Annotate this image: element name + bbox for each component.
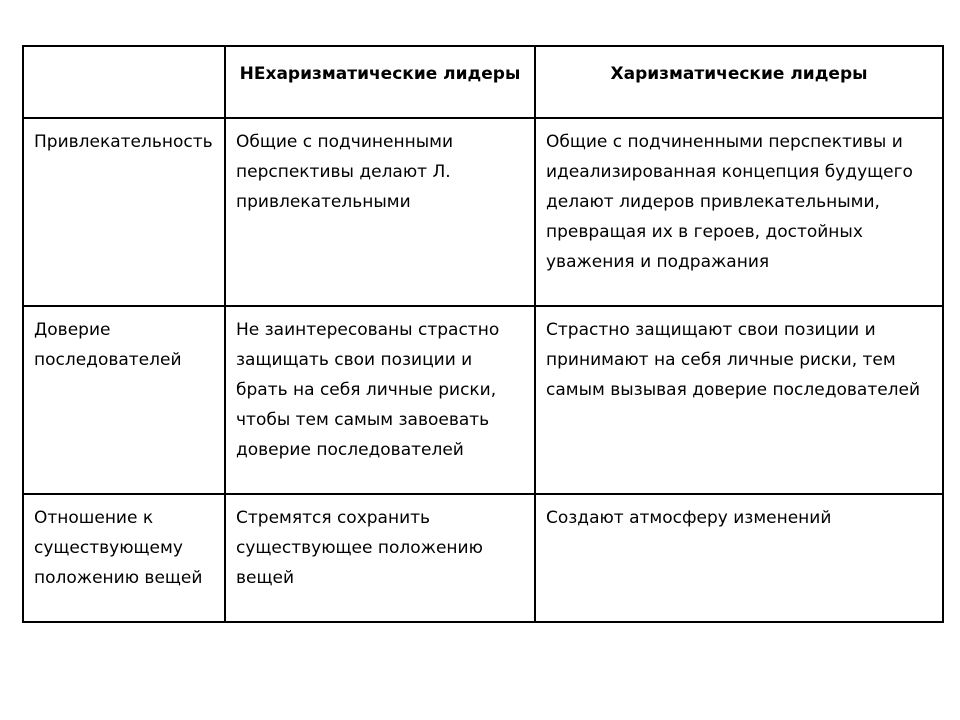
column-header-non-charismatic: НЕхаризматические лидеры: [225, 46, 535, 118]
table-row: [23, 494, 943, 622]
cell-charismatic: Общие с подчиненными перспективы и идеализированная концепция будущего делают лидеров привлекательными, превращая их в героев, достойных уважения и подражания: [535, 118, 943, 306]
table-row: [23, 306, 943, 494]
row-label-attitude-to-status-quo: Отношение к существующему положению вещей: [23, 494, 225, 622]
comparison-table: [22, 45, 944, 623]
table-row: [23, 118, 943, 306]
cell-non-charismatic: Не заинтересованы страстно защищать свои позиции и брать на себя личные риски, чтобы тем самым завоевать доверие последователей: [225, 306, 535, 494]
row-label-followers-trust: Доверие последователей: [23, 306, 225, 494]
column-header-charismatic: Харизматические лидеры: [535, 46, 943, 118]
table-header-row: [23, 46, 943, 118]
row-label-attractiveness: Привлекательность: [23, 118, 225, 306]
corner-cell: [23, 46, 225, 118]
cell-charismatic: Создают атмосферу изменений: [535, 494, 943, 622]
cell-non-charismatic: Стремятся сохранить существующее положению вещей: [225, 494, 535, 622]
cell-non-charismatic: Общие с подчиненными перспективы делают Л. привлекательными: [225, 118, 535, 306]
cell-charismatic: Страстно защищают свои позиции и принимают на себя личные риски, тем самым вызывая доверие последователей: [535, 306, 943, 494]
